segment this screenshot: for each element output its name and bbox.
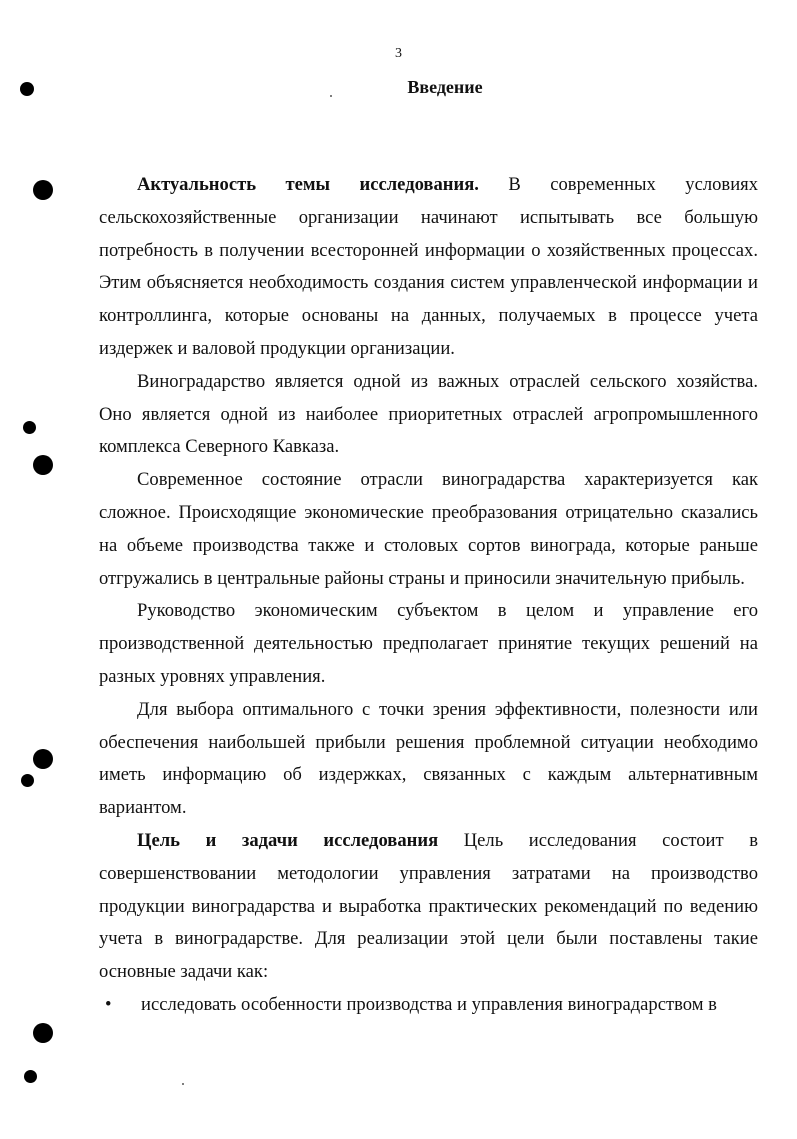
list-item [99, 989, 758, 1022]
body-text [99, 169, 758, 1022]
paragraph-lead: Актуальность темы исследования. [137, 174, 479, 195]
paragraph-text: Цель исследования состоит в совершенствовании методологии управления затратами на производство продукции виноградарства и выработка практических рекомендаций по ведению учета в виноградарстве. Для реализации этой цели были поставлены такие основные задачи как: [99, 829, 758, 983]
page-title: Введение [407, 77, 483, 97]
binder-hole [33, 180, 53, 200]
paragraph-text: В современных условиях сельскохозяйственные организации начинают испытывать все большую потребность в получении всесторонней информации о хозяйственных процессах. Этим объясняется необходимость создания систем управленческой информации и контроллинга, которые основаны на данных, получаемых в процессе учета издержек и валовой продукции организации. [99, 174, 758, 359]
paragraph-text: Современное состояние отрасли виноградарства характеризуется как сложное. Происходящие экономические преобразования отрицательно сказались на объеме производства также и столовых сортов винограда, которые раньше отгружались в центральные районы страны и приносили значительную прибыль. [99, 469, 758, 589]
paragraph-relevance [99, 169, 758, 366]
list-item-text: исследовать особенности производства и управления виноградарством в [141, 993, 717, 1015]
binder-hole [21, 774, 34, 787]
binder-hole [20, 82, 34, 96]
page-number: 3 [395, 46, 402, 61]
paragraph-text: Виноградарство является одной из важных отраслей сельского хозяйства. Оно является одной из наиболее приоритетных отраслей агропромышленного комплекса Северного Кавказа. [99, 370, 758, 458]
paragraph-text: Для выбора оптимального с точки зрения эффективности, полезности или обеспечения наибольшей прибыли решения проблемной ситуации необходимо иметь информацию об издержках, связанных с каждым альтернативным вариантом. [99, 698, 758, 819]
binder-hole [33, 455, 53, 475]
paragraph-lead: Цель и задачи исследования [137, 829, 439, 851]
binder-hole [33, 1023, 53, 1043]
bullet-icon: • [105, 993, 112, 1015]
binder-hole [24, 1070, 37, 1083]
paragraph-text: Руководство экономическим субъектом в целом и управление его производственной деятельностью предполагает принятие текущих решений на разных уровнях управления. [99, 600, 758, 687]
paragraph-choice [99, 694, 758, 825]
binder-hole [33, 749, 53, 769]
paragraph-viticulture [99, 366, 758, 464]
paragraph-management [99, 595, 758, 693]
binder-hole [23, 421, 36, 434]
scan-speck [182, 1083, 184, 1085]
scan-speck [330, 95, 332, 97]
paragraph-state [99, 464, 758, 595]
paragraph-goals [99, 825, 758, 989]
